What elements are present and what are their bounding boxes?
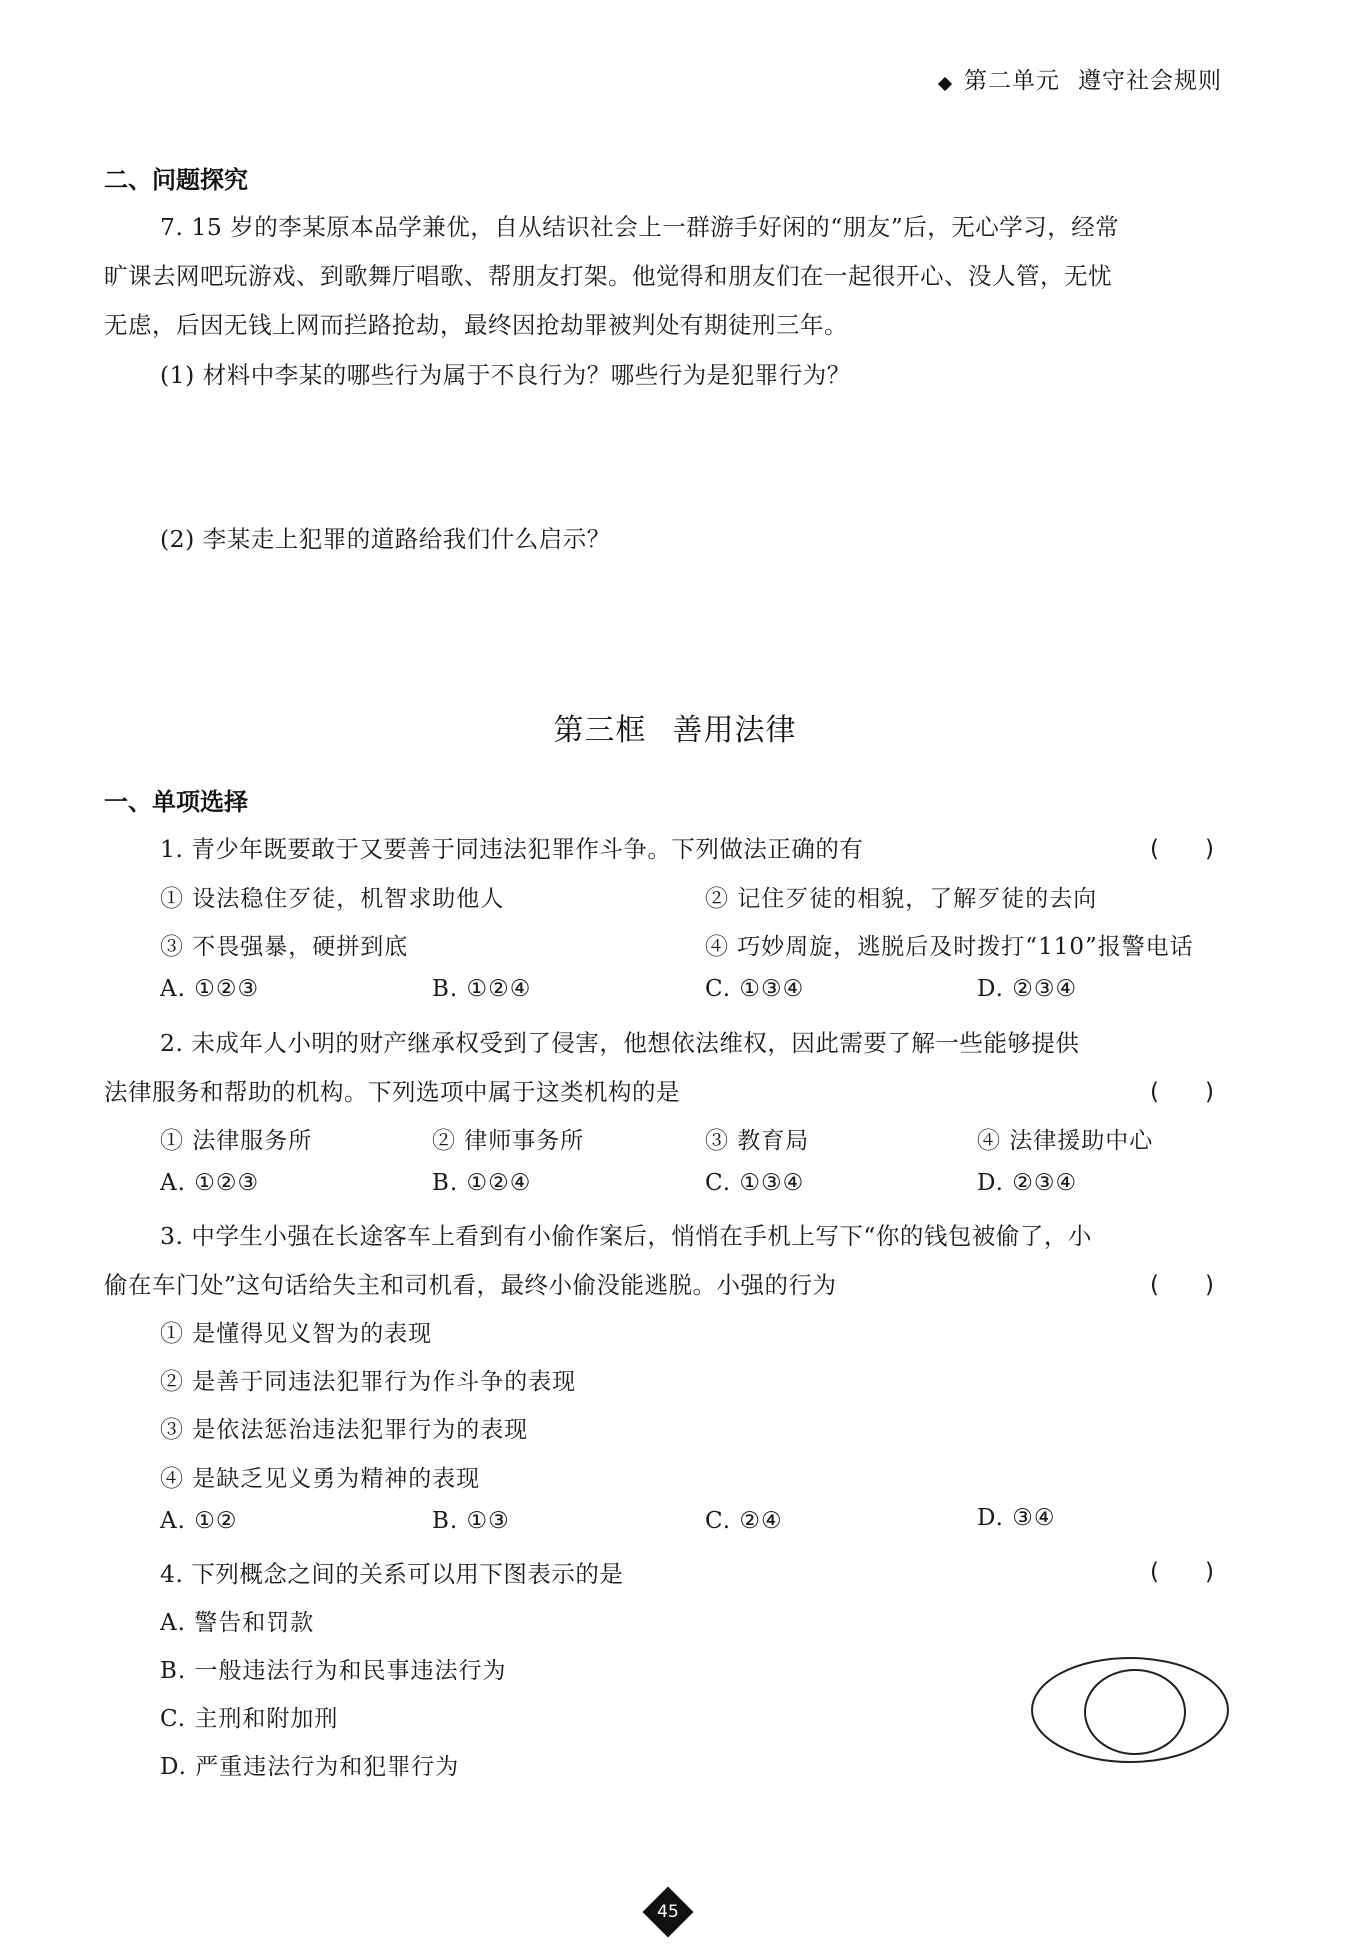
q3-item-2: ② 是善于同违法犯罪行为作斗争的表现 (160, 1369, 577, 1395)
header-title: 遵守社会规则 (1078, 68, 1222, 94)
page-number: 45 (657, 1902, 679, 1922)
q2-item-4: ④ 法律援助中心 (977, 1128, 1154, 1154)
q2-choice-c: C. ①③④ (705, 1170, 805, 1196)
frame-name: 善用法律 (672, 713, 797, 748)
diamond-bullet-icon (938, 76, 952, 90)
section-heading-inquiry: 二、问题探究 (104, 166, 248, 194)
q1-item-2: ② 记住歹徒的相貌，了解歹徒的去向 (705, 886, 1098, 912)
q2-choice-d: D. ②③④ (977, 1170, 1078, 1196)
q3-item-1: ① 是懂得见义智为的表现 (160, 1321, 433, 1347)
q1-item-1: ① 设法稳住歹徒，机智求助他人 (160, 886, 505, 912)
q7-line-2: 旷课去网吧玩游戏、到歌舞厅唱歌、帮朋友打架。他觉得和朋友们在一起很开心、没人管，无忧 (104, 262, 1112, 290)
q2-choice-b: B. ①②④ (432, 1170, 532, 1196)
q1-item-4: ④ 巧妙周旋，逃脱后及时拨打“110”报警电话 (705, 934, 1194, 960)
frame-label: 第三框 (553, 713, 647, 748)
q3-stem-line-1: 3. 中学生小强在长途客车上看到有小偷作案后，悄悄在手机上写下“你的钱包被偷了，小 (160, 1222, 1092, 1250)
q1-choice-a: A. ①②③ (160, 976, 260, 1002)
q2-item-2: ② 律师事务所 (432, 1128, 585, 1154)
page-number-badge (642, 1886, 694, 1938)
q4-choice-d: D. 严重违法行为和犯罪行为 (160, 1754, 460, 1780)
outer-ellipse (1032, 1658, 1228, 1762)
q3-choice-c: C. ②④ (705, 1508, 783, 1534)
header-unit: 第二单元 (964, 68, 1060, 94)
inner-ellipse (1085, 1670, 1185, 1754)
q2-item-1: ① 法律服务所 (160, 1128, 313, 1154)
q3-choice-b: B. ①③ (432, 1508, 510, 1534)
q1-item-3: ③ 不畏强暴，硬拼到底 (160, 934, 409, 960)
q2-item-3: ③ 教育局 (705, 1128, 810, 1154)
q7-line-1: 7. 15 岁的李某原本品学兼优，自从结识社会上一群游手好闲的“朋友”后，无心学习，经常 (160, 213, 1120, 241)
q1-stem: 1. 青少年既要敢于又要善于同违法犯罪作斗争。下列做法正确的有 (160, 835, 864, 863)
q3-item-3: ③ 是依法惩治违法犯罪行为的表现 (160, 1417, 529, 1443)
frame-title (0, 705, 1350, 749)
section-heading-single-choice: 一、单项选择 (104, 788, 248, 816)
q2-stem-line-1: 2. 未成年人小明的财产继承权受到了侵害，他想依法维权，因此需要了解一些能够提供 (160, 1029, 1080, 1057)
q1-choice-b: B. ①②④ (432, 976, 532, 1002)
q1-choice-c: C. ①③④ (705, 976, 805, 1002)
q3-choice-a: A. ①② (160, 1508, 238, 1534)
running-header (940, 62, 1222, 95)
q4-choice-b: B. 一般违法行为和民事违法行为 (160, 1658, 507, 1684)
q1-choice-d: D. ②③④ (977, 976, 1078, 1002)
q7-line-3: 无虑，后因无钱上网而拦路抢劫，最终因抢劫罪被判处有期徒刑三年。 (104, 311, 848, 339)
q4-choice-c: C. 主刑和附加刑 (160, 1706, 339, 1732)
q7-sub-question-2: (2) 李某走上犯罪的道路给我们什么启示？ (160, 525, 611, 553)
q7-sub-question-1: (1) 材料中李某的哪些行为属于不良行为？哪些行为是犯罪行为？ (160, 361, 851, 389)
q3-choice-d: D. ③④ (977, 1505, 1056, 1531)
q2-stem-line-2: 法律服务和帮助的机构。下列选项中属于这类机构的是 (104, 1078, 680, 1106)
q3-stem-line-2: 偷在车门处”这句话给失主和司机看，最终小偷没能逃脱。小强的行为 (104, 1271, 837, 1299)
q1-answer-blank: ( ) (1150, 836, 1214, 862)
nested-ellipse-diagram (1030, 1655, 1230, 1765)
q3-answer-blank: ( ) (1150, 1272, 1214, 1298)
q4-stem: 4. 下列概念之间的关系可以用下图表示的是 (160, 1560, 624, 1588)
q4-answer-blank: ( ) (1150, 1559, 1214, 1585)
q2-choice-a: A. ①②③ (160, 1170, 260, 1196)
q4-choice-a: A. 警告和罚款 (160, 1610, 315, 1636)
q2-answer-blank: ( ) (1150, 1079, 1214, 1105)
q3-item-4: ④ 是缺乏见义勇为精神的表现 (160, 1466, 481, 1492)
